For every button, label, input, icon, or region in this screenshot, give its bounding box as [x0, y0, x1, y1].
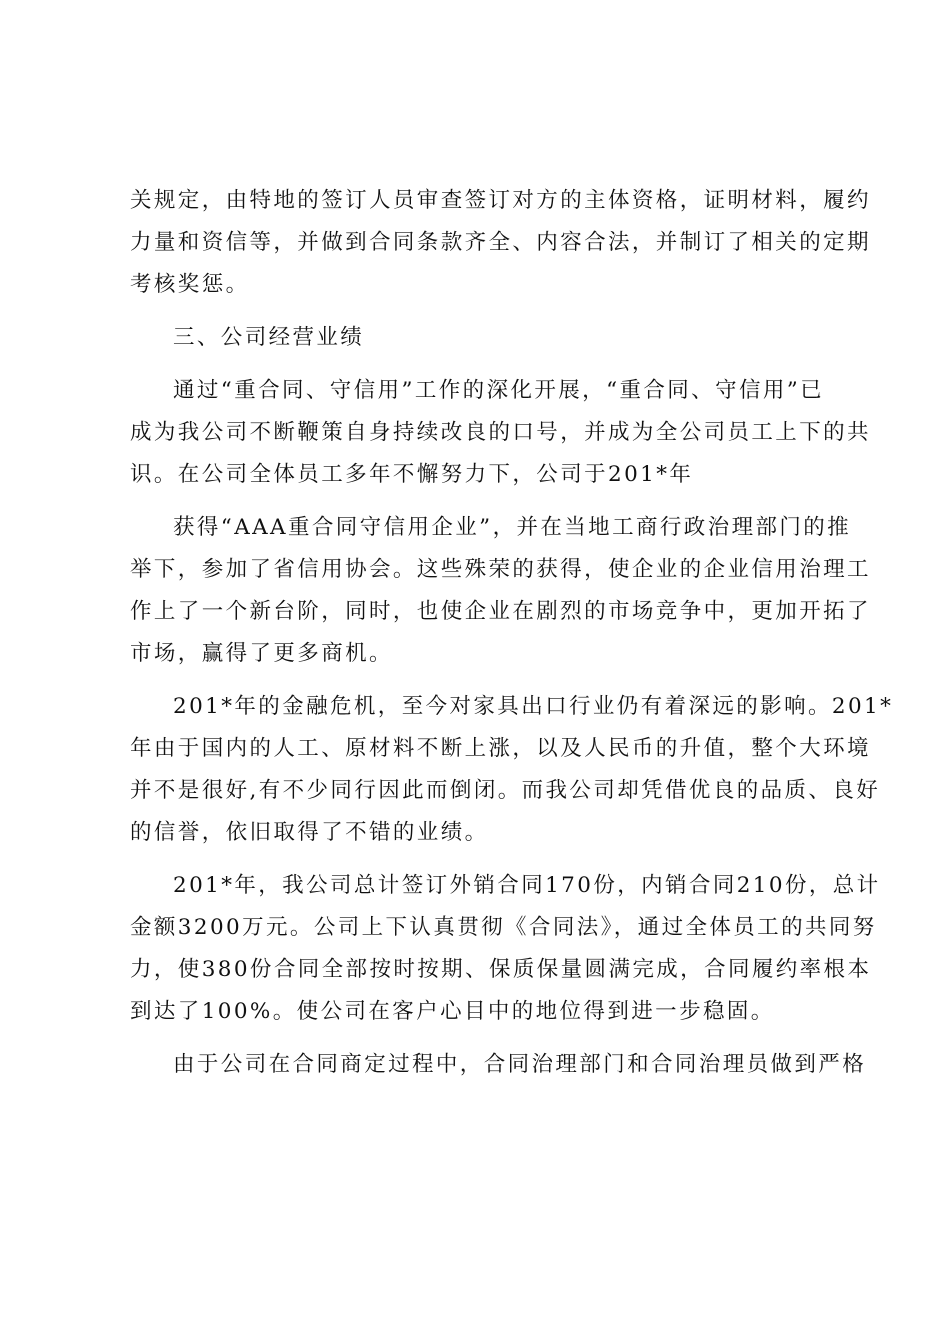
text-line: 通过“重合同、守信用”工作的深化开展，“重合同、守信用”已 — [173, 378, 825, 403]
paragraph-contract-review — [130, 180, 871, 306]
paragraph-contract-figures — [130, 865, 881, 1033]
paragraph-spacing — [130, 675, 830, 686]
paragraph-spacing — [130, 1033, 830, 1044]
text-line: 201*年，我公司总计签订外销合同170份，内销合同210份，总计 — [173, 873, 881, 898]
text-line: 市场，赢得了更多商机。 — [130, 641, 393, 666]
text-line: 由于公司在合同商定过程中，合同治理部门和合同治理员做到严格 — [173, 1052, 867, 1077]
paragraph-honors — [130, 507, 871, 675]
text-line: 识。在公司全体员工多年不懈努力下，公司于201*年 — [130, 462, 694, 487]
text-line: 年由于国内的人工、原材料不断上涨，以及人民币的升值，整个大环境 — [130, 736, 871, 761]
document-body — [130, 180, 894, 1086]
text-line: 举下，参加了省信用协会。这些殊荣的获得，使企业的企业信用治理工 — [130, 557, 871, 582]
text-line: 201*年的金融危机，至今对家具出口行业仍有着深远的影响。201* — [173, 694, 894, 719]
text-line: 关规定，由特地的签订人员审查签订对方的主体资格，证明材料，履约 — [130, 188, 871, 213]
text-line: 作上了一个新台阶，同时，也使企业在剧烈的市场竞争中，更加开拓了 — [130, 599, 871, 624]
text-line: 到达了100%。使公司在客户心目中的地位得到进一步稳固。 — [130, 999, 775, 1024]
paragraph-spacing — [130, 854, 830, 865]
text-line: 金额3200万元。公司上下认真贯彻《合同法》，通过全体员工的共同努 — [130, 915, 877, 940]
paragraph-spacing — [130, 359, 830, 370]
text-line: 成为我公司不断鞭策自身持续改良的口号，并成为全公司员工上下的共 — [130, 420, 871, 445]
section-heading — [130, 317, 830, 359]
text-line: 获得“AAA重合同守信用企业”，并在当地工商行政治理部门的推 — [173, 515, 852, 540]
text-line: 力，使380份合同全部按时按期、保质保量圆满完成，合同履约率根本 — [130, 957, 872, 982]
paragraph-financial-crisis — [130, 686, 894, 854]
text-line: 考核奖惩。 — [130, 272, 250, 297]
paragraph-spacing — [130, 496, 830, 507]
text-line: 力量和资信等，并做到合同条款齐全、内容合法，并制订了相关的定期 — [130, 230, 871, 255]
text-line: 并不是很好,有不少同行因此而倒闭。而我公司却凭借优良的品质、良好 — [130, 778, 881, 803]
paragraph-contract-process — [130, 1044, 867, 1086]
text-line: 的信誉，依旧取得了不错的业绩。 — [130, 820, 489, 845]
paragraph-credit-culture — [130, 370, 871, 496]
section-title: 三、公司经营业绩 — [173, 325, 365, 350]
paragraph-spacing — [130, 306, 830, 317]
